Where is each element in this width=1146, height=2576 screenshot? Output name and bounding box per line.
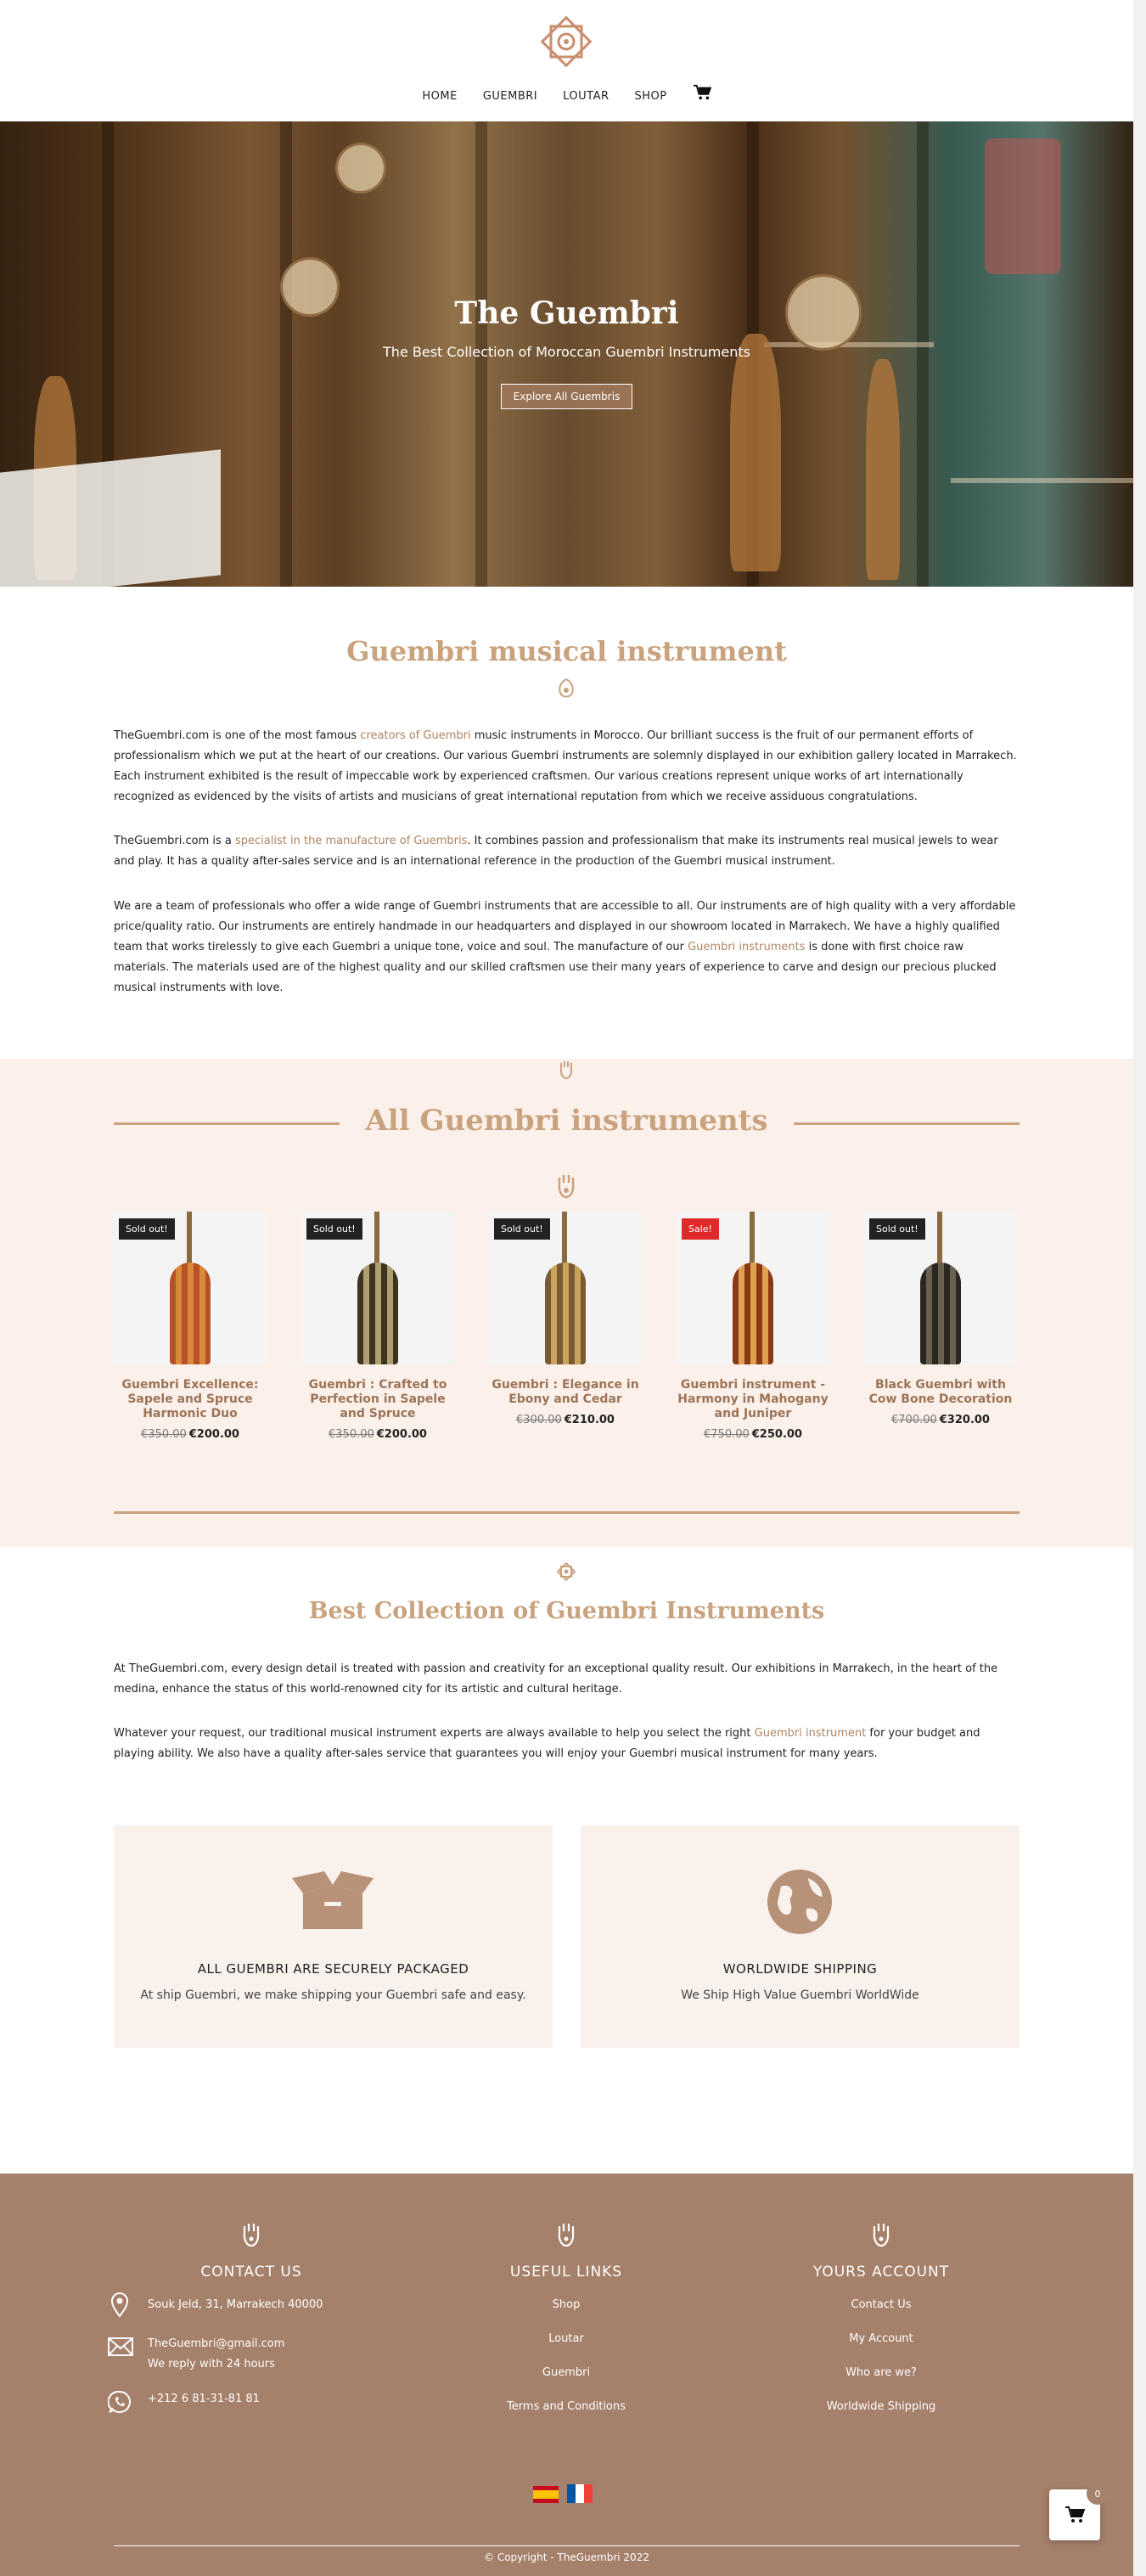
footer-link-terms[interactable]: Terms and Conditions (507, 2400, 626, 2413)
product-badge: Sold out! (119, 1218, 175, 1240)
intro-paragraph-2: TheGuembri.com is a specialist in the manufacture of Guembris. It combines passion and professionalism that make its instruments real musical jewels to wear and play. It has a quality after-sales service and is an international reference in the production of the Guembri musical instrument. (114, 835, 998, 868)
nav-shop[interactable]: SHOP (634, 90, 667, 103)
product-image[interactable] (301, 1212, 454, 1364)
hamsa-icon (559, 1060, 574, 1080)
contact-reply: We reply with 24 hours (148, 2358, 275, 2371)
hero-decor (985, 138, 1061, 274)
product-price (864, 1414, 1017, 1426)
old-price: €750.00 (704, 1428, 750, 1441)
hero-banner (0, 121, 1133, 587)
product-image[interactable] (489, 1212, 642, 1364)
guembri-body (545, 1263, 586, 1364)
hero-decor (335, 143, 386, 194)
sale-price: €210.00 (564, 1414, 615, 1426)
footer-link-loutar[interactable]: Loutar (548, 2332, 584, 2345)
hamsa-icon (556, 1173, 576, 1200)
product-price (489, 1414, 642, 1426)
old-price: €300.00 (516, 1414, 562, 1426)
footer-link-contact[interactable]: Contact Us (851, 2298, 912, 2311)
feature-title: WORLDWIDE SHIPPING (722, 1961, 878, 1977)
product-name[interactable]: Guembri : Elegance in Ebony and Cedar (492, 1378, 639, 1406)
guembri-body (920, 1263, 961, 1364)
creators-link[interactable]: creators of Guembri (360, 729, 471, 742)
contact-address: Souk Jeld, 31, Marrakech 40000 (148, 2298, 323, 2311)
french-flag-icon[interactable] (567, 2484, 593, 2503)
guembri-body (733, 1263, 773, 1364)
guembri-instruments-link[interactable]: Guembri instruments (688, 941, 806, 953)
collection-title: Best Collection of Guembri Instruments (308, 1598, 825, 1624)
product-name[interactable]: Guembri : Crafted to Perfection in Sapele and Spruce (308, 1378, 447, 1420)
products-title: All Guembri instruments (365, 1104, 768, 1138)
feature-packaging (114, 1825, 553, 2048)
spanish-flag-icon[interactable] (533, 2486, 559, 2503)
hero-decor (951, 478, 1133, 483)
product-card[interactable] (114, 1212, 267, 1441)
product-card[interactable] (864, 1212, 1017, 1426)
cart-count-badge: 0 (1087, 2483, 1109, 2505)
specialist-link[interactable]: specialist in the manufacture of Guembris (235, 835, 468, 847)
product-name[interactable]: Guembri Excellence: Sapele and Spruce Harmonic Duo (121, 1378, 259, 1420)
hero-decor (866, 359, 900, 580)
explore-button[interactable]: Explore All Guembris (501, 384, 632, 409)
mail-icon (108, 2337, 133, 2356)
product-image[interactable] (864, 1212, 1017, 1364)
hamsa-icon (241, 2222, 261, 2247)
site-logo[interactable] (536, 12, 596, 71)
product-badge: Sold out! (494, 1218, 550, 1240)
feature-shipping (581, 1825, 1020, 2048)
nav-home[interactable]: HOME (422, 90, 458, 103)
hero-decor (730, 334, 781, 571)
product-price (114, 1428, 267, 1441)
product-card[interactable] (489, 1212, 642, 1426)
sheet-music (0, 449, 221, 587)
product-price (677, 1428, 829, 1441)
feature-description: We Ship High Value Guembri WorldWide (681, 1988, 919, 2002)
hamsa-icon (871, 2222, 891, 2247)
intro-title: Guembri musical instrument (346, 635, 787, 667)
footer-link-account[interactable]: My Account (849, 2332, 913, 2345)
feature-description: At ship Guembri, we make shipping your Guembri safe and easy. (140, 1988, 526, 2002)
collection-paragraph-1: At TheGuembri.com, every design detail is treated with passion and creativity for an exceptional quality result. Our exhibitions in Marrakech, in the heart of the medina, enhance the status of this world-renowned city for its artistic and cultural heritage. (114, 1662, 998, 1696)
main-nav (0, 90, 1133, 103)
sale-price: €200.00 (376, 1428, 427, 1441)
feature-title: ALL GUEMBRI ARE SECURELY PACKAGED (197, 1961, 469, 1977)
cart-icon (1065, 2506, 1085, 2524)
old-price: €350.00 (329, 1428, 374, 1441)
sale-price: €320.00 (939, 1414, 990, 1426)
product-image[interactable] (677, 1212, 829, 1364)
product-name[interactable]: Black Guembri with Cow Bone Decoration (868, 1378, 1013, 1406)
ornament-icon (557, 1562, 576, 1581)
intro-paragraph-1: TheGuembri.com is one of the most famous creators of Guembri music instruments in Morocco. Our brilliant success is the fruit of our permanent efforts of professionalism which we put at the heart of our creations. Our various Guembri instruments are solemnly displayed in our exhibition gallery located in Marrakech. Each instrument exhibited is the result of impeccable work by experienced craftsmen. Our various creations represent unique works of art internationally recognized as evidenced by the visits of artists and musicians of great international reputation from which we receive assiduous congratulations. (114, 729, 1017, 803)
guembri-body (357, 1263, 398, 1364)
old-price: €350.00 (141, 1428, 187, 1441)
old-price: €700.00 (891, 1414, 937, 1426)
hero-subtitle: The Best Collection of Moroccan Guembri Instruments (383, 344, 750, 360)
collection-paragraph-2: Whatever your request, our traditional musical instrument experts are always available to help you select the right Guembri instrument for your budget and playing ability. We also have a quality after-sales service that guarantees you will enjoy your Guembri musical instrument for many years. (114, 1727, 980, 1760)
footer-divider (114, 2545, 1020, 2546)
product-badge: Sale! (682, 1218, 719, 1240)
contact-title: CONTACT US (200, 2264, 302, 2281)
product-image[interactable] (114, 1212, 267, 1364)
links-title: USEFUL LINKS (509, 2264, 623, 2281)
footer-link-about[interactable]: Who are we? (845, 2366, 917, 2379)
globe-icon (766, 1868, 834, 1936)
location-icon (110, 2292, 129, 2318)
footer-link-shop[interactable]: Shop (552, 2298, 581, 2311)
sale-price: €250.00 (751, 1428, 802, 1441)
intro-paragraph-3: We are a team of professionals who offer a wide range of Guembri instruments that are accessible to all. Our instruments are of high quality with a very affordable price/quality ratio. Our instruments are entirely handmade in our headquarters and displayed in our showroom located in Marrakech. We have a highly qualified team that works tirelessly to give each Guembri a unique tone, voice and soul. The manufacture of our Guembri instruments is done with first choice raw materials. The materials used are of the highest quality and our skilled craftsmen use their many years of experience to carve and design our precious plucked musical instruments with love. (114, 900, 1016, 994)
cart-icon[interactable] (693, 84, 711, 101)
nav-guembri[interactable]: GUEMBRI (482, 90, 538, 103)
product-card[interactable] (301, 1212, 454, 1441)
sale-price: €200.00 (188, 1428, 239, 1441)
account-title: YOURS ACCOUNT (812, 2264, 950, 2281)
hero-title: The Guembri (454, 295, 679, 331)
site-header (0, 0, 1133, 121)
guembri-instrument-link[interactable]: Guembri instrument (754, 1727, 867, 1740)
footer-link-shipping[interactable]: Worldwide Shipping (826, 2400, 936, 2413)
product-card[interactable] (677, 1212, 829, 1441)
whatsapp-icon (108, 2390, 132, 2414)
footer-link-guembri[interactable]: Guembri (542, 2366, 591, 2379)
guembri-body (170, 1263, 211, 1364)
products-bottom-divider (114, 1511, 1020, 1514)
site-footer (0, 2174, 1133, 2576)
product-badge: Sold out! (869, 1218, 925, 1240)
contact-email[interactable]: TheGuembri@gmail.com (148, 2337, 285, 2350)
copyright: © Copyright - TheGuembri 2022 (484, 2551, 649, 2563)
nav-loutar[interactable]: LOUTAR (563, 90, 610, 103)
scrollbar[interactable] (1133, 0, 1146, 2576)
product-badge: Sold out! (306, 1218, 362, 1240)
contact-phone[interactable]: +212 6 81-31-81 81 (148, 2393, 260, 2405)
product-name[interactable]: Guembri instrument - Harmony in Mahogany and Juniper (677, 1378, 829, 1420)
box-icon (290, 1868, 375, 1936)
hamsa-icon (556, 2222, 576, 2247)
product-price (301, 1428, 454, 1441)
hamsa-icon (557, 678, 576, 701)
